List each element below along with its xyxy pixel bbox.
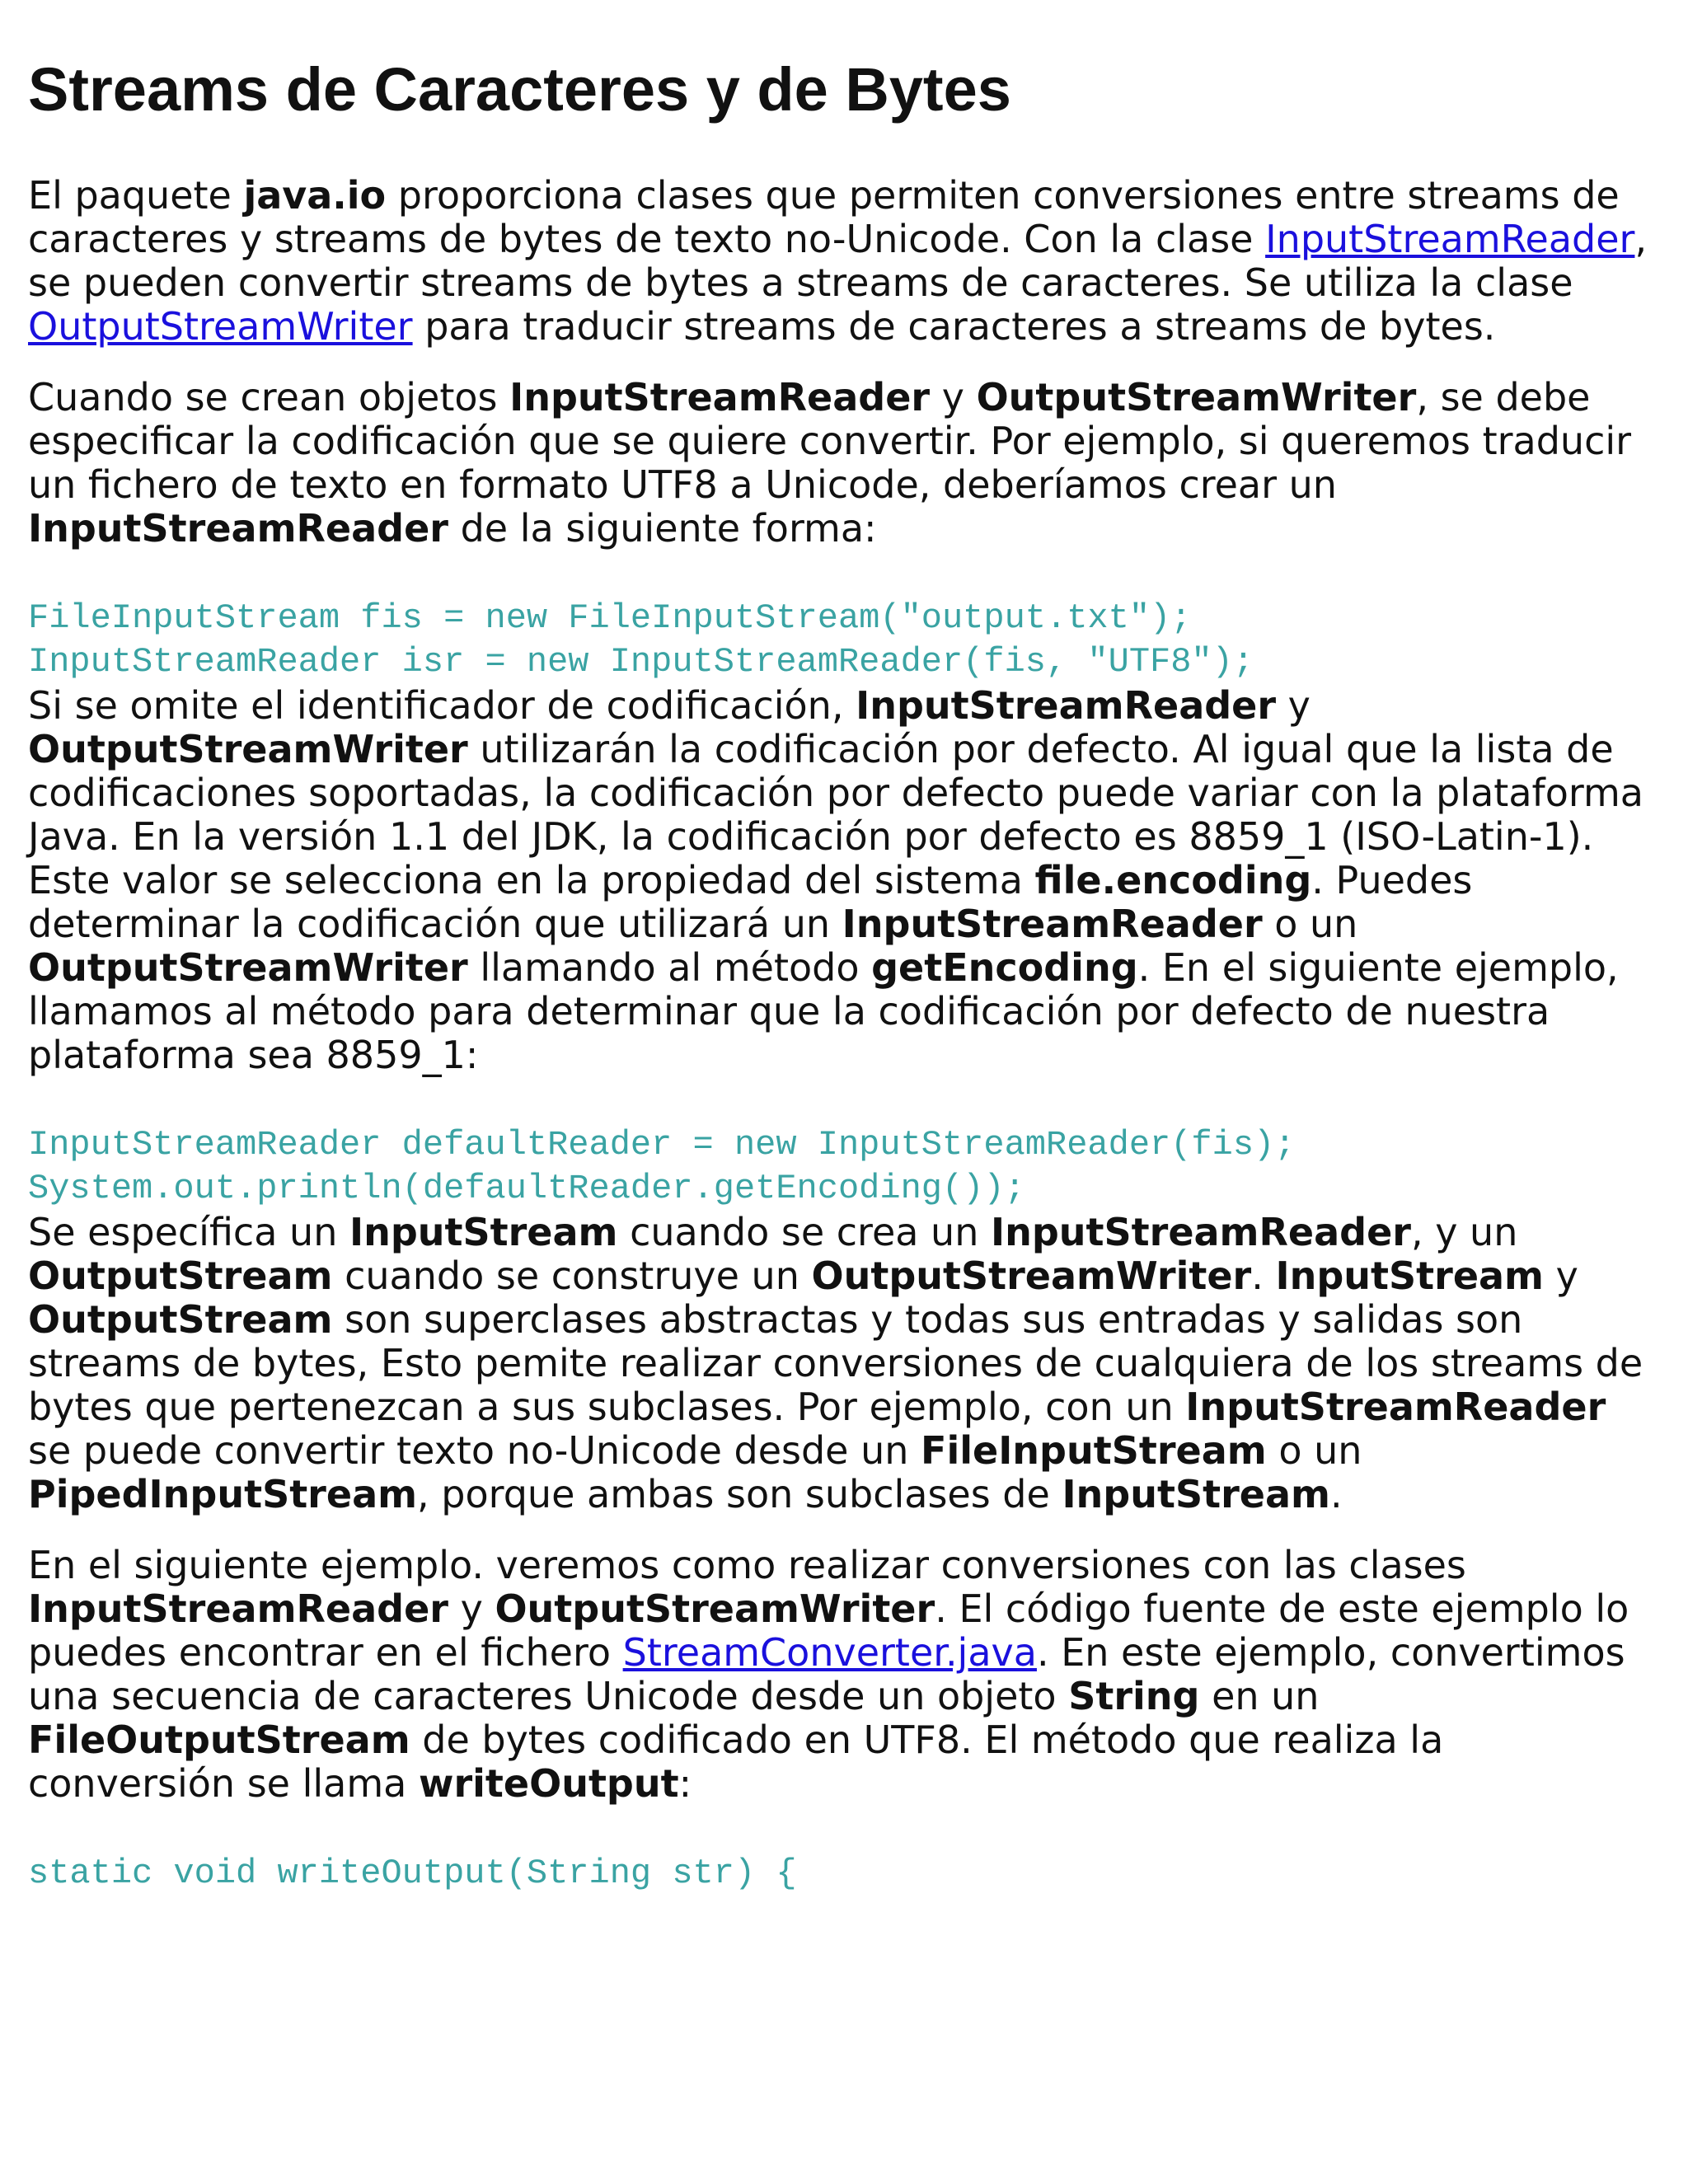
text: , porque ambas son subclases de bbox=[417, 1472, 1062, 1517]
document-page bbox=[28, 33, 1660, 1896]
class-name: PipedInputStream bbox=[28, 1472, 418, 1517]
class-name: InputStreamReader bbox=[509, 375, 931, 420]
paragraph-default-encoding bbox=[28, 684, 1660, 1077]
class-name: InputStream bbox=[1062, 1472, 1330, 1517]
inputstreamreader-link[interactable]: InputStreamReader bbox=[1265, 217, 1635, 262]
class-name: FileOutputStream bbox=[28, 1718, 410, 1763]
text: en un bbox=[1199, 1674, 1320, 1719]
code-line: InputStreamReader defaultReader = new InputStreamReader(fis); bbox=[28, 1125, 1296, 1165]
text: , y un bbox=[1410, 1210, 1518, 1255]
class-name: InputStreamReader bbox=[856, 683, 1277, 729]
class-name: OutputStreamWriter bbox=[976, 375, 1417, 420]
page-title: Streams de Caracteres y de Bytes bbox=[28, 55, 1011, 124]
method-name: writeOutput bbox=[418, 1761, 679, 1807]
text: de bytes codificado en UTF8. El método que realiza la conversión se llama bbox=[28, 1718, 1444, 1807]
text: cuando se crea un bbox=[617, 1210, 991, 1255]
paragraph-streams bbox=[28, 1211, 1660, 1516]
class-name: OutputStreamWriter bbox=[28, 727, 468, 772]
text: , se debe especificar la codificación que se quiere convertir. Por ejemplo, si queremos traducir un fichero de texto en formato UTF8 a Unicode, deberíamos crear un bbox=[28, 375, 1632, 508]
code-line: InputStreamReader isr = new InputStreamReader(fis, "UTF8"); bbox=[28, 642, 1254, 682]
text: proporciona clases que permiten conversiones entre streams de caracteres y streams de bytes de texto no-Unicode. Con la clase bbox=[28, 173, 1620, 262]
text: llamando al método bbox=[467, 945, 872, 991]
class-name: String bbox=[1068, 1674, 1200, 1719]
class-name: InputStreamReader bbox=[28, 506, 448, 551]
code-line: System.out.println(defaultReader.getEncoding()); bbox=[28, 1169, 1025, 1209]
class-name: InputStreamReader bbox=[842, 902, 1263, 947]
text: . bbox=[1251, 1254, 1276, 1299]
property-name: file.encoding bbox=[1034, 858, 1312, 903]
method-name: getEncoding bbox=[871, 945, 1138, 991]
class-name: InputStreamReader bbox=[990, 1210, 1411, 1255]
text: de la siguiente forma: bbox=[448, 506, 877, 551]
text: . Puedes determinar la codificación que utilizará un bbox=[28, 858, 1473, 947]
paragraph-encoding bbox=[28, 376, 1660, 551]
text: y bbox=[1544, 1254, 1578, 1299]
code-line: FileInputStream fis = new FileInputStream("output.txt"); bbox=[28, 598, 1192, 639]
class-name: InputStream bbox=[1275, 1254, 1544, 1299]
class-name: OutputStreamWriter bbox=[28, 945, 468, 991]
text: Si se omite el identificador de codificación, bbox=[28, 683, 856, 729]
text: y bbox=[448, 1586, 495, 1632]
text: . En este ejemplo, convertimos una secuencia de caracteres Unicode desde un objeto bbox=[28, 1630, 1625, 1719]
package-name: java.io bbox=[243, 173, 387, 218]
class-name: InputStreamReader bbox=[1185, 1385, 1606, 1430]
text: . En el siguiente ejemplo, llamamos al método para determinar que la codificación por defecto de nuestra plataforma sea 8859_1: bbox=[28, 945, 1619, 1078]
text: . bbox=[1329, 1472, 1343, 1517]
code-block-3 bbox=[28, 1806, 1660, 1896]
paragraph-example bbox=[28, 1544, 1660, 1806]
code-block-2 bbox=[28, 1077, 1660, 1211]
text: : bbox=[678, 1761, 692, 1807]
class-name: InputStreamReader bbox=[28, 1586, 448, 1632]
text: Cuando se crean objetos bbox=[28, 375, 510, 420]
text: son superclases abstractas y todas sus entradas y salidas son streams de bytes, Esto pemite realizar conversiones de cualquiera de los streams de bytes que pertenezcan a sus subclases. Por ejemplo, con un bbox=[28, 1297, 1643, 1430]
text: utilizarán la codificación por defecto. Al igual que la lista de codificaciones soportadas, la codificación por defecto puede variar con la plataforma Java. En la versión 1.1 del JDK, la codificación por defecto es 8859_1 (ISO-Latin-1). Este valor se selecciona en la propiedad del sistema bbox=[28, 727, 1643, 903]
class-name: FileInputStream bbox=[921, 1428, 1267, 1474]
outputstreamwriter-link[interactable]: OutputStreamWriter bbox=[28, 304, 413, 349]
text: El paquete bbox=[28, 173, 244, 218]
class-name: OutputStream bbox=[28, 1254, 333, 1299]
text: y bbox=[930, 375, 977, 420]
text: para traducir streams de caracteres a streams de bytes. bbox=[412, 304, 1496, 349]
text: se puede convertir texto no-Unicode desde un bbox=[28, 1428, 921, 1474]
code-block-1 bbox=[28, 551, 1660, 684]
class-name: OutputStreamWriter bbox=[495, 1586, 935, 1632]
streamconverter-link[interactable]: StreamConverter.java bbox=[622, 1630, 1037, 1675]
text: o un bbox=[1262, 902, 1358, 947]
text: . El código fuente de este ejemplo lo puedes encontrar en el fichero bbox=[28, 1586, 1629, 1675]
code-line: static void writeOutput(String str) { bbox=[28, 1854, 797, 1894]
class-name: OutputStreamWriter bbox=[811, 1254, 1252, 1299]
text: y bbox=[1276, 683, 1311, 729]
paragraph-intro bbox=[28, 174, 1660, 349]
text: , se pueden convertir streams de bytes a streams de caracteres. Se utiliza la clase bbox=[28, 217, 1648, 306]
class-name: InputStream bbox=[349, 1210, 618, 1255]
class-name: OutputStream bbox=[28, 1297, 333, 1343]
text: o un bbox=[1266, 1428, 1362, 1474]
text: En el siguiente ejemplo. veremos como realizar conversiones con las clases bbox=[28, 1543, 1466, 1588]
text: cuando se construye un bbox=[332, 1254, 812, 1299]
text: Se específica un bbox=[28, 1210, 349, 1255]
